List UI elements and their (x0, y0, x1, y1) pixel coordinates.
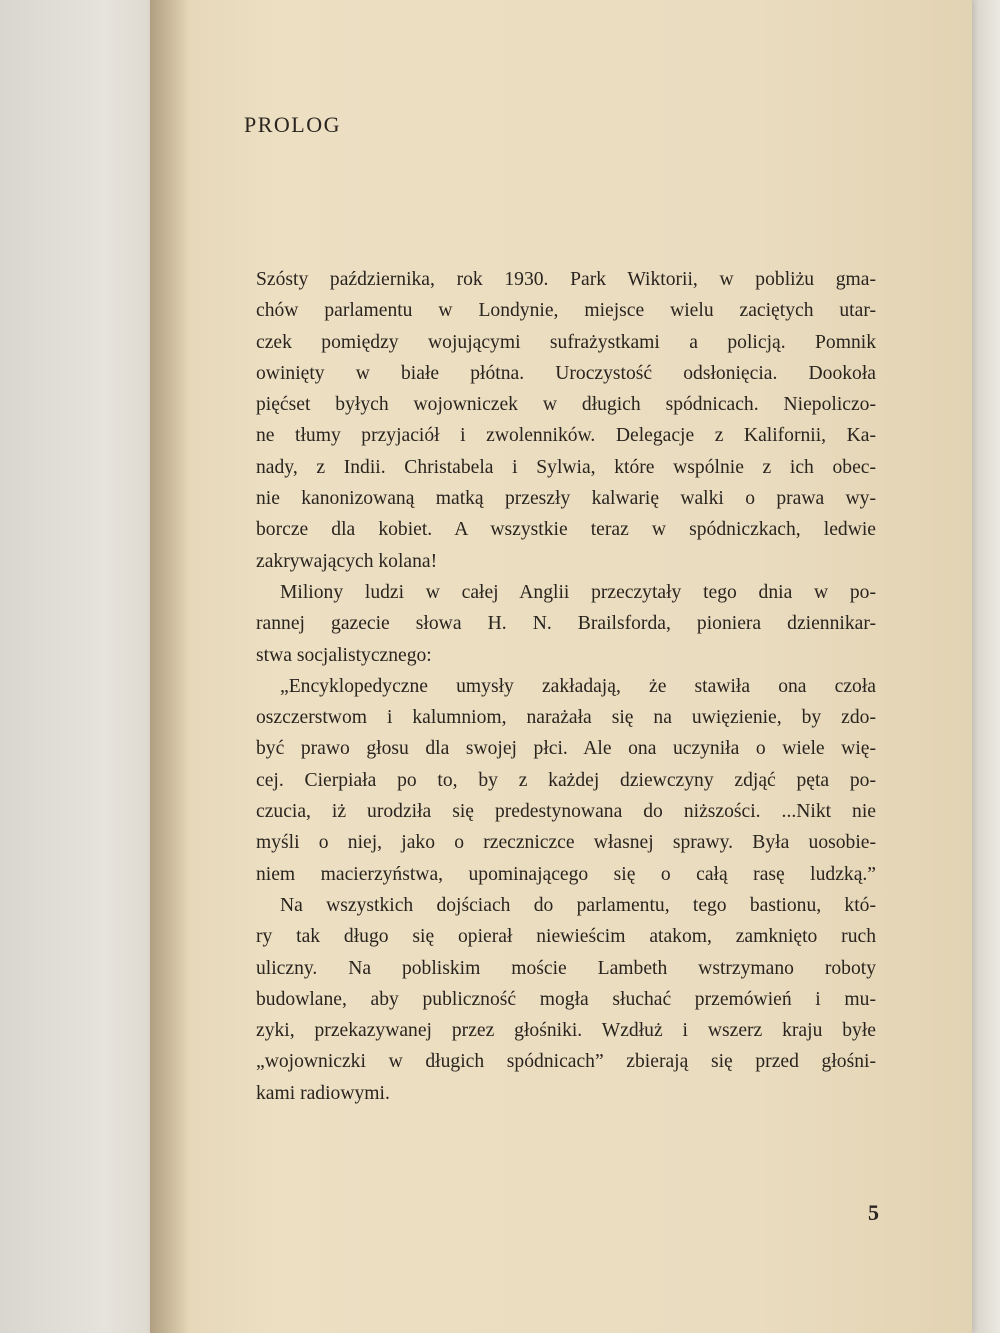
text-line: zakrywających kolana! (256, 550, 438, 572)
body-text (256, 264, 876, 1109)
text-line: kami radiowymi. (256, 1082, 390, 1104)
text-line: „Encyklopedyczne umysły zakładają, że stawiła ona czoła (280, 675, 876, 697)
text-line: budowlane, aby publiczność mogła słuchać przemówień i mu- (256, 988, 876, 1010)
text-line: czucia, iż urodziła się predestynowana do niższości. ...Nikt nie (256, 801, 876, 823)
text-line: nie kanonizowaną matką przeszły kalwarię walki o prawa wy- (256, 488, 876, 510)
text-line: Miliony ludzi w całej Anglii przeczytały tego dnia w po- (280, 581, 876, 603)
text-line: niem macierzyństwa, upominającego się o całą rasę ludzką.” (256, 863, 876, 885)
text-line: uliczny. Na pobliskim moście Lambeth wstrzymano roboty (256, 957, 876, 979)
page-number: 5 (868, 1200, 879, 1225)
page-gutter-shadow (150, 0, 190, 1333)
text-line: Szósty października, rok 1930. Park Wiktorii, w pobliżu gma- (256, 269, 876, 290)
text-line: borcze dla kobiet. A wszystkie teraz w spódniczkach, ledwie (256, 519, 876, 541)
text-line: zyki, przekazywanej przez głośniki. Wzdłuż i wszerz kraju byłe (256, 1020, 876, 1042)
text-line: myśli o niej, jako o rzeczniczce własnej sprawy. Była uosobie- (256, 832, 876, 854)
text-line: nady, z Indii. Christabela i Sylwia, które wspólnie z ich obec- (256, 456, 876, 478)
text-line: czek pomiędzy wojującymi sufrażystkami a policją. Pomnik (256, 331, 876, 353)
text-line: rannej gazecie słowa H. N. Brailsforda, pioniera dziennikar- (256, 613, 876, 635)
text-line: Na wszystkich dojściach do parlamentu, tego bastionu, któ- (280, 894, 876, 916)
text-line: ry tak długo się opierał niewieścim atakom, zamknięto ruch (256, 926, 876, 948)
text-line: owinięty w białe płótna. Uroczystość odsłonięcia. Dookoła (256, 362, 876, 384)
text-line: ne tłumy przyjaciół i zwolenników. Delegacje z Kalifornii, Ka- (256, 425, 876, 447)
text-line: stwa socjalistycznego: (256, 644, 432, 666)
text-line: być prawo głosu dla swojej płci. Ale ona uczyniła o wiele wię- (256, 738, 876, 760)
text-line: chów parlamentu w Londynie, miejsce wielu zaciętych utar- (256, 300, 876, 322)
text-line: cej. Cierpiała po to, by z każdej dziewczyny zdjąć pęta po- (256, 769, 876, 791)
background-surface-right (970, 0, 1000, 1333)
text-line: oszczerstwom i kalumniom, narażała się na uwięzienie, by zdo- (256, 707, 876, 729)
text-line: „wojowniczki w długich spódnicach” zbierają się przed głośni- (256, 1051, 876, 1073)
chapter-heading: PROLOG (244, 112, 342, 137)
text-line: pięćset byłych wojowniczek w długich spódnicach. Niepoliczo- (256, 394, 876, 416)
